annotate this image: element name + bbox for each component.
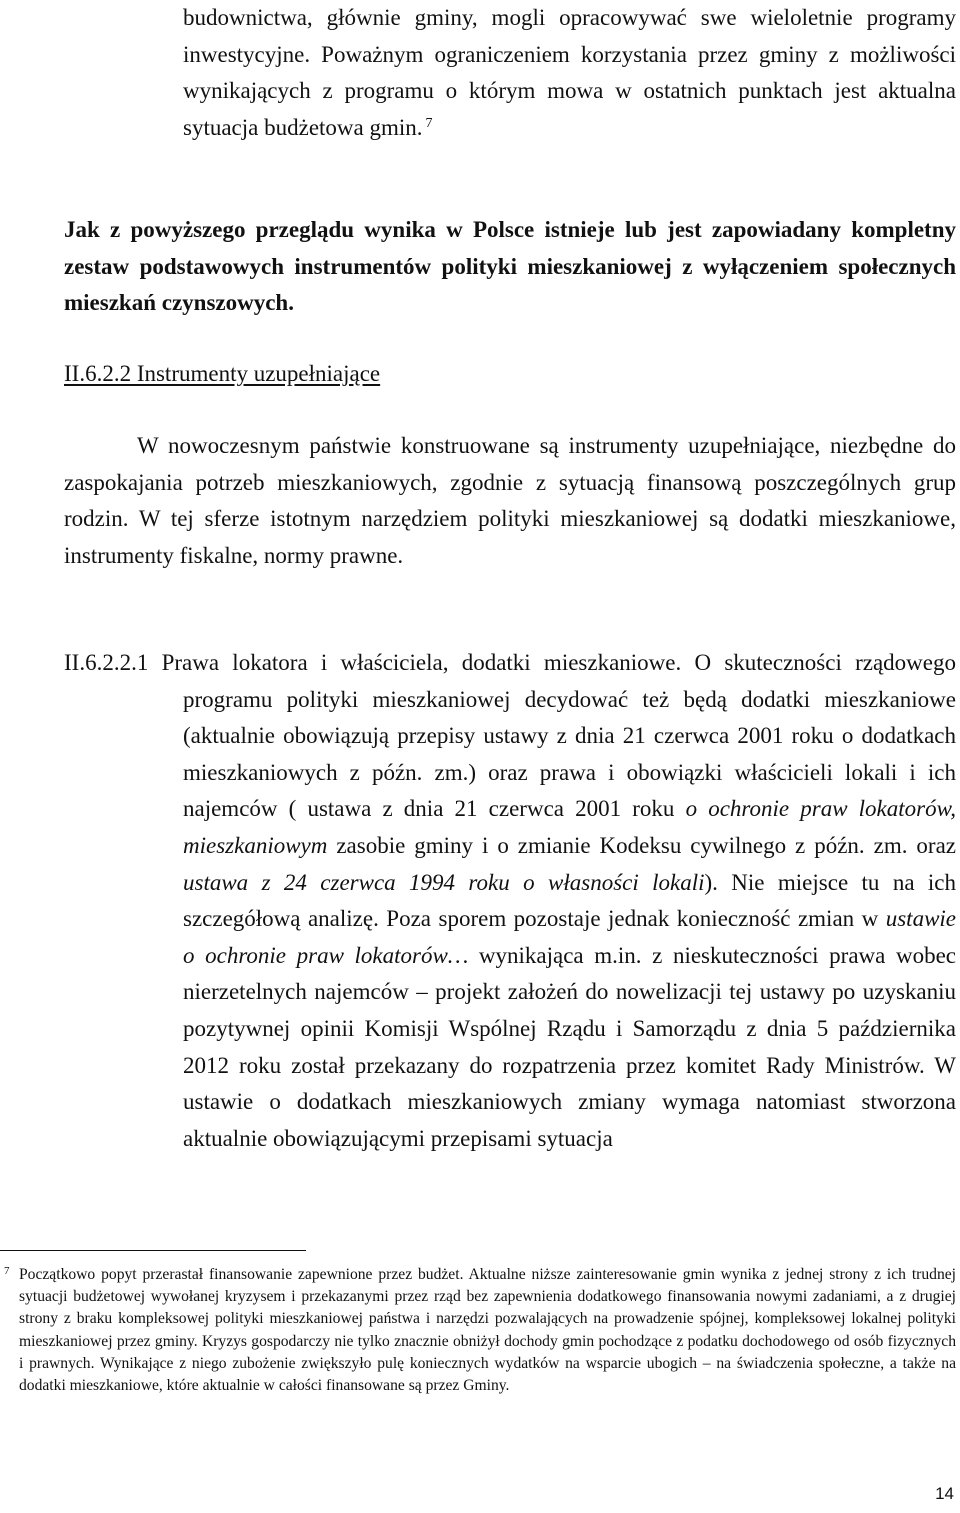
subsection-paragraph — [64, 645, 956, 1157]
page-number: 14 — [935, 1484, 954, 1503]
footnote-mark: 7 — [4, 1265, 10, 1277]
intro-paragraph-text: budownictwa, głównie gminy, mogli opracowywać swe wieloletnie programy inwestycyjne. Poważnym ograniczeniem korzystania przez gminy z możliwości wynikających z programu o którym mowa w ostatnich punktach jest aktualna sytuacja budżetowa gmin. — [183, 5, 956, 140]
subsection-text-3: ). Nie miejsce tu na ich szczegółową analizę. Poza sporem pozostaje jednak konieczność zmian w — [183, 869, 957, 932]
footnote-reference[interactable]: 7 — [425, 115, 433, 131]
subsection-number: II.6.2.2.1 — [64, 650, 149, 675]
section-heading-text: II.6.2.2 Instrumenty uzupełniające — [64, 361, 381, 386]
subsection-text-2: zasobie gminy i o zmianie Kodeksu cywilnego z późn. zm. oraz — [336, 832, 957, 858]
footnote-text: Początkowo popyt przerastał finansowanie zapewnione przez budżet. Aktualne niższe zainteresowanie gmin wynika z jednej strony z ich trudnej sytuacji budżetowej wywołanej kryzysem i przekazanymi przez rząd bez zapewnienia dodatkowego finansowania nowymi zadaniami, a z drugiej strony z braku kompleksowej polityki mieszkaniowej państwa i narzędzi pozwalających na prowadzenie spójnej, kompleksowej lokalnej polityki mieszkaniowej przez gminy. Kryzys gospodarczy nie tylko znacznie obniżył dochody gmin pochodzące z podatku dochodowego od osób fizycznych i prawnych. Wynikające z niego zubożenie zwiększyło pulę koniecznych wydatków na wsparcie ubogich – na świadczenia społeczne, a także na dodatki mieszkaniowe, które aktualnie w całości finansowane są przez Gminy. — [19, 1266, 956, 1395]
law-title-2: ustawa z 24 czerwca 1994 roku o własności lokali — [183, 869, 705, 895]
footnote — [0, 1264, 956, 1397]
summary-paragraph: Jak z powyższego przeglądu wynika w Polsce istnieje lub jest zapowiadany kompletny zestaw podstawowych instrumentów polityki mieszkaniowej z wyłączeniem społecznych mieszkań czynszowych. — [64, 217, 956, 316]
footnote-separator — [0, 1250, 306, 1251]
subsection-text-1: Prawa lokatora i właściciela, dodatki mieszkaniowe. O skuteczności rządowego programu polityki mieszkaniowej decydować też będą dodatki mieszkaniowe (aktualnie obowiązują przepisy ustawy z dnia 21 czerwca 2001 roku o dodatkach mieszkaniowych z późn. zm.) oraz prawa i obowiązki właścicieli lokali i ich najemców ( ustawa z dnia 21 czerwca 2001 roku — [161, 650, 956, 822]
intro-paragraph — [183, 0, 956, 146]
subsection-text-4: wynikająca m.in. z nieskuteczności prawa wobec nierzetelnych najemców – projekt założeń do nowelizacji tej ustawy po uzyskaniu pozytywnej opinii Komisji Wspólnej Rządu i Samorządu z dnia 5 października 2012 roku został przekazany do rozpatrzenia przez komitet Rady Ministrów. W ustawie o dodatkach mieszkaniowych zmiany wymaga natomiast stworzona aktualnie obowiązującymi przepisami sytuacja — [183, 942, 956, 1151]
section-heading — [64, 356, 956, 393]
law-title-1: o ochronie praw lokatorów, mieszkaniowym — [183, 796, 956, 858]
law-title-3: ustawie o ochronie praw lokatorów… — [183, 906, 957, 968]
section-paragraph: W nowoczesnym państwie konstruowane są instrumenty uzupełniające, niezbędne do zaspokajania potrzeb mieszkaniowych, zgodnie z sytuacją finansową poszczególnych grup rodzin. W tej sferze istotnym narzędziem polityki mieszkaniowej są dodatki mieszkaniowe, instrumenty fiskalne, normy prawne. — [64, 433, 956, 568]
